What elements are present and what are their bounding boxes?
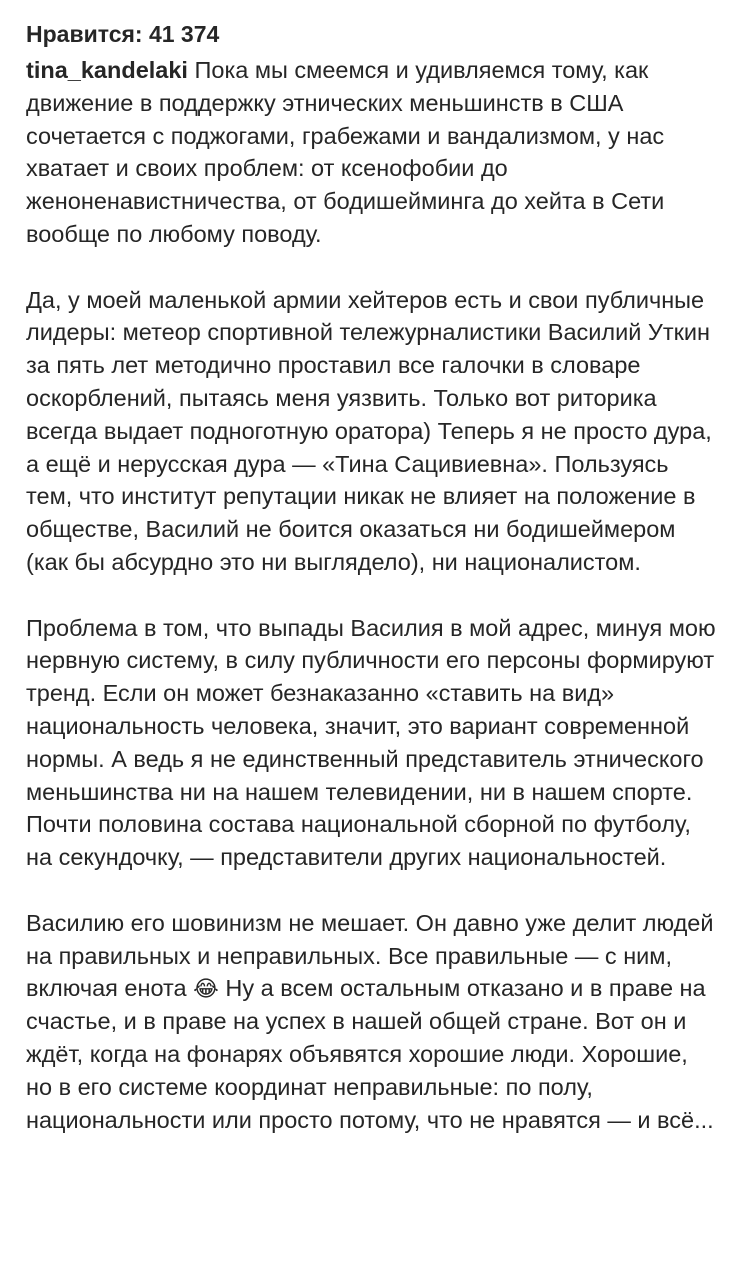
caption-paragraph-4 [26,907,718,1137]
paragraph-4-text-start: Василию его шовинизм не мешает. Он давно уже делит людей на правильных и неправильных. Все правильные — с ним, включая енота [26,909,714,1002]
caption-paragraph-1 [26,54,718,251]
paragraph-3-text: Проблема в том, что выпады Василия в мой адрес, минуя мою нервную систему, в силу публичности его персоны формируют тренд. Если он может безнаказанно «ставить на вид» национальность человека, значит, это вариант современной нормы. А ведь я не единственный представитель этнического меньшинства ни на нашем телевидении, ни в нашем спорте. Почти половина состава национальной сборной по футболу, на секундочку, — представители других национальностей. [26,614,716,871]
paragraph-4-text-end: Ну а всем остальным отказано и в праве на счастье, и в праве на успех в нашей общей стране. Вот он и ждёт, когда на фонарях объявятся хорошие люди. Хорошие, но в его системе координат неправильные: по полу, национальности или просто потому, что не нравятся — и всё... [26,975,714,1133]
likes-count[interactable]: Нравится: 41 374 [26,21,220,47]
paragraph-2-text: Да, у моей маленькой армии хейтеров есть и свои публичные лидеры: метеор спортивной тележурналистики Василий Уткин за пять лет методично проставил все галочки в словаре оскорблений, пытаясь меня уязвить. Только вот риторика всегда выдает подноготную оратора) Теперь я не просто дура, а ещё и нерусская дура — «Тина Сацивиевна». Пользуясь тем, что институт репутации никак не влияет на положение в обществе, Василий не боится оказаться ни бодишеймером (как бы абсурдно это ни выглядело), ни националистом. [26,286,712,575]
caption-paragraph-2 [26,284,718,579]
paragraph-1-text: Пока мы смеемся и удивляемся тому, как движение в поддержку этнических меньшинств в США сочетается с поджогами, грабежами и вандализмом, у нас хватает и своих проблем: от ксенофобии до женоненавистничества, от бодишейминга до хейта в Сети вообще по любому поводу. [26,57,665,247]
tears-of-joy-emoji: 😂 [193,977,219,1003]
caption-text [26,54,718,1136]
author-username[interactable]: tina_kandelaki [26,57,188,83]
caption-paragraph-3 [26,612,718,874]
